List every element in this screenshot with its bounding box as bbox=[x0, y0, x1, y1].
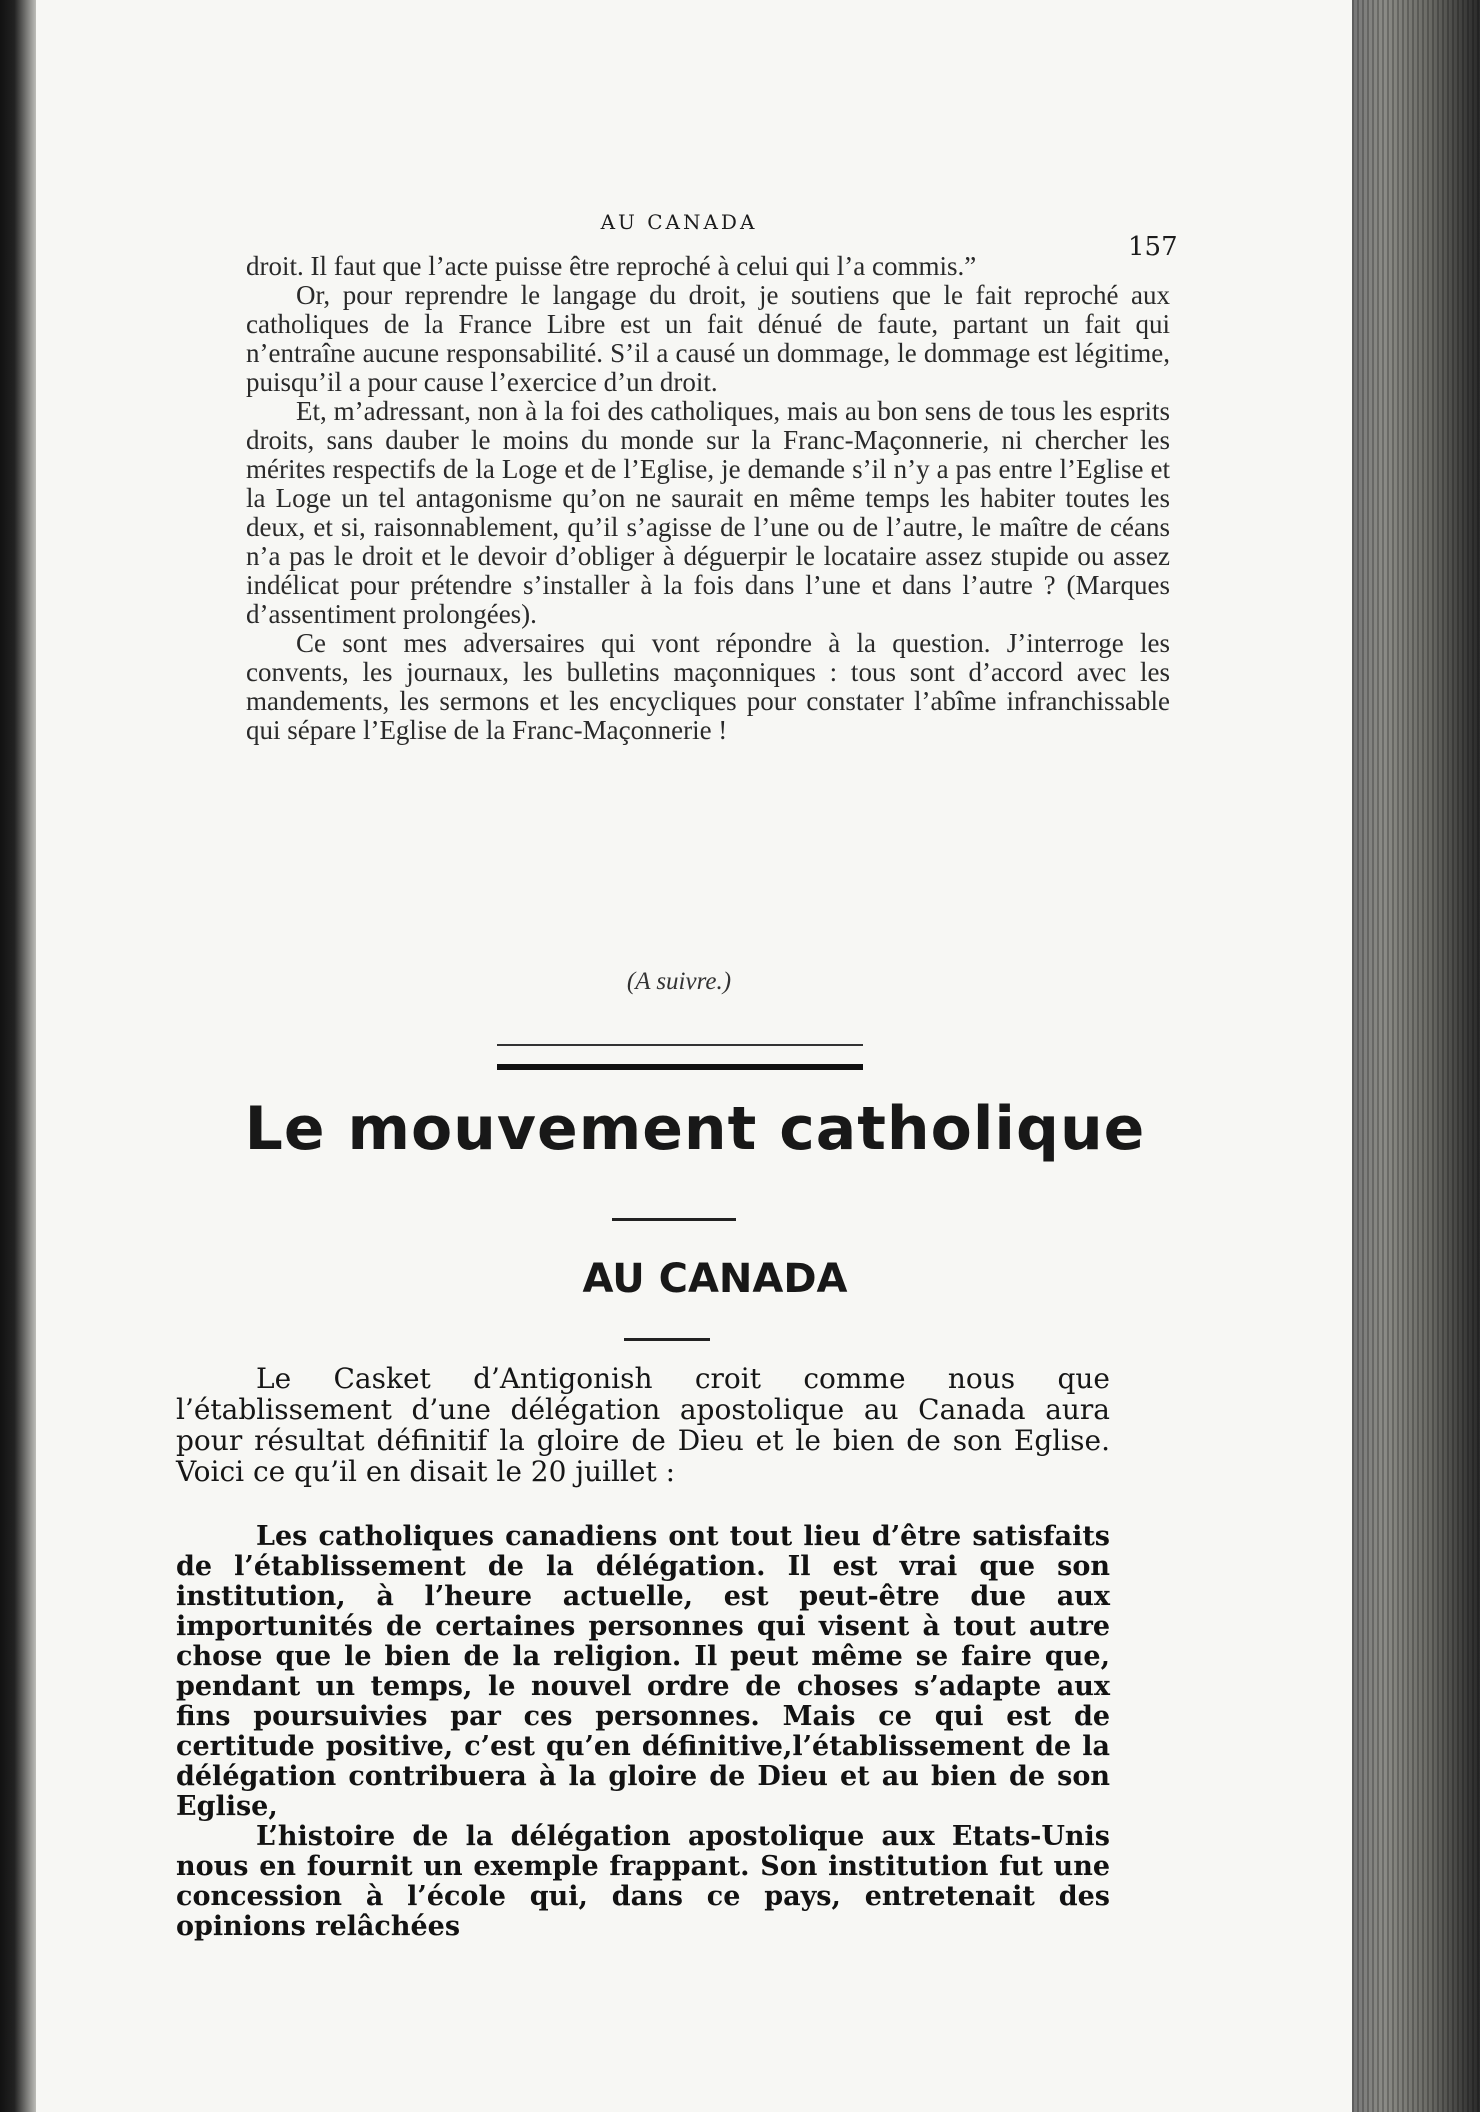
title-divider bbox=[612, 1218, 736, 1221]
article-intro bbox=[176, 1363, 1110, 1487]
section-rule-thick bbox=[497, 1064, 863, 1070]
quoted-article bbox=[176, 1522, 1110, 1942]
paragraph: Et, m’adressant, non à la foi des catholiques, mais au bon sens de tous les esprits droits, sans dauber le moins du monde sur la Franc-Maçonnerie, ni chercher les mérites respectifs de la Loge et de l’Eglise, je demande s’il n’y a pas entre l’Eglise et la Loge un tel antagonisme qu’on ne saurait en même temps les habiter toutes les deux, et si, raisonnablement, qu’il s’agisse de l’une ou de l’autre, le maître de céans n’a pas le droit et le devoir d’obliger à déguerpir le locataire assez stupide ou assez indélicat pour prétendre s’installer à la fois dans l’une et dans l’autre ? (Marques d’assentiment prolongées). bbox=[246, 396, 1170, 629]
page-gutter bbox=[0, 0, 36, 2112]
paragraph: droit. Il faut que l’acte puisse être reproché à celui qui l’a commis.” bbox=[246, 251, 977, 281]
running-head: AU CANADA bbox=[600, 210, 758, 234]
page-number: 157 bbox=[1128, 232, 1178, 262]
paragraph: Le Casket d’Antigonish croit comme nous que l’établissement d’une délégation apostolique au Canada aura pour résultat définitif la gloire de Dieu et le bien de son Eglise. Voici ce qu’il en disait le 20 juillet : bbox=[176, 1362, 1110, 1488]
section-title: AU CANADA bbox=[582, 1256, 848, 1302]
paragraph: L’histoire de la délégation apostolique aux Etats-Unis nous en fournit un exemple frappant. Son institution fut une concession à l’école qui, dans ce pays, entretenait des opinions relâchées bbox=[176, 1821, 1110, 1942]
article-title: Le mouvement catholique bbox=[244, 1094, 1146, 1164]
a-suivre: (A suivre.) bbox=[626, 968, 732, 995]
book-page-edges bbox=[1352, 0, 1480, 2112]
continued-text bbox=[246, 252, 1170, 745]
section-rule bbox=[497, 1044, 863, 1046]
paragraph: Or, pour reprendre le langage du droit, je soutiens que le fait reproché aux catholiques de la France Libre est un fait dénué de faute, partant un fait qui n’entraîne aucune responsabilité. S’il a causé un dommage, le dommage est légitime, puisqu’il a pour cause l’exercice d’un droit. bbox=[246, 280, 1170, 397]
paragraph: Ce sont mes adversaires qui vont répondre à la question. J’interroge les convents, les journaux, les bulletins maçonniques : tous sont d’accord avec les mandements, les sermons et les encycliques pour constater l’abîme infranchissable qui sépare l’Eglise de la Franc-Maçonnerie ! bbox=[246, 628, 1170, 745]
subtitle-divider bbox=[624, 1338, 710, 1341]
paragraph: Les catholiques canadiens ont tout lieu d’être satisfaits de l’établissement de la délégation. Il est vrai que son institution, à l’heure actuelle, est peut-être due aux importunités de certaines personnes qui visent à tout autre chose que le bien de la religion. Il peut même se faire que, pendant un temps, le nouvel ordre de choses s’adapte aux fins poursuivies par ces personnes. Mais ce qui est de certitude positive, c’est qu’en définitive,l’établissement de la délégation contribuera à la gloire de Dieu et au bien de son Eglise, bbox=[176, 1521, 1110, 1822]
